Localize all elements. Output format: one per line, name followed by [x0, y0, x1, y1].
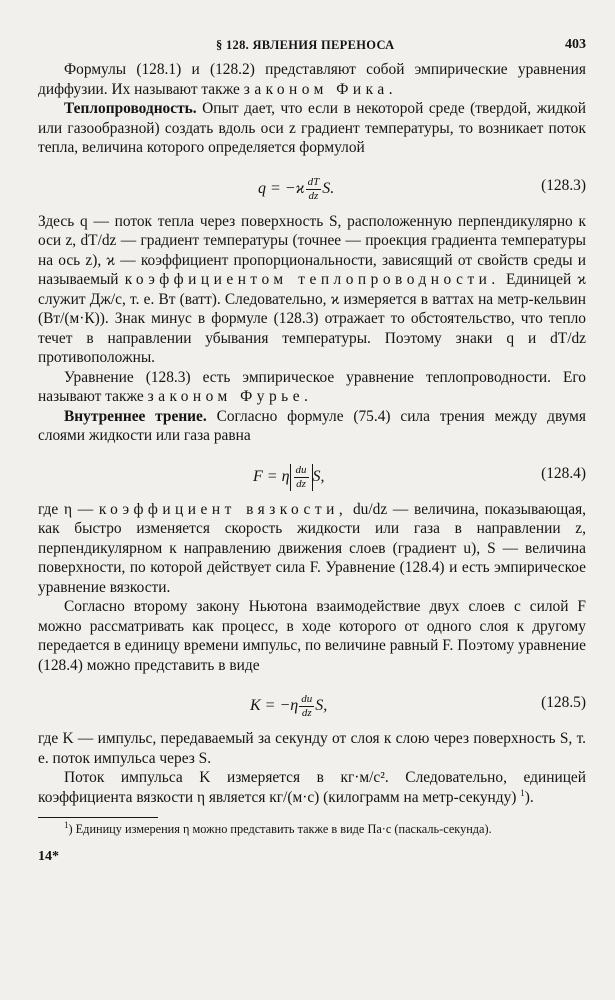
- equation-number: (128.4): [541, 464, 586, 482]
- thermal-conductivity-term: коэффициентом теплопроводности.: [124, 271, 500, 288]
- section-title: § 128. ЯВЛЕНИЯ ПЕРЕНОСА: [216, 38, 395, 52]
- paragraph-diffusion: Формулы (128.1) и (128.2) представляют собой эмпирические уравнения диффузии. Их называют также законом Фика.: [38, 61, 586, 98]
- book-page: [38, 34, 586, 865]
- footnote-ref: 1: [520, 787, 525, 798]
- paragraph-newton: Согласно второму закону Ньютона взаимодействие двух слоев с силой F можно рассматривать как процесс, в ходе которого от одного слоя к другому передается в единицу времени импульс, по величине равный F. Поэтому уравнение (128.4) можно представить в виде: [38, 598, 586, 674]
- paragraph-heat-conduction: Теплопроводность. Опыт дает, что если в некоторой среде (твердой, жидкой или газообразной) создать вдоль оси z градиент температуры, то возникает поток тепла, величина которого определяется формулой: [38, 100, 586, 156]
- equation-number: (128.5): [541, 694, 586, 711]
- viscosity-coefficient-term: коэффициент вязкости,: [98, 500, 348, 518]
- formula-128-3: q = −ϰ $\frac{dT}{dz}$ S. (128.3): [258, 175, 586, 202]
- footnote-mark: 1: [64, 819, 69, 830]
- fourier-law-term: законом Фурье.: [147, 388, 313, 405]
- running-header: [38, 34, 586, 60]
- formula-128-4: F = η $\frac{du}{dz}$ S, (128.4): [253, 463, 586, 490]
- heading-internal-friction: Внутреннее трение.: [64, 407, 207, 425]
- signature-mark: 14*: [38, 849, 59, 864]
- heading-heat-conduction: Теплопроводность.: [64, 100, 197, 117]
- formula-128-5: K = −η $\frac{du}{dz}$ S, (128.5): [250, 693, 586, 719]
- fick-law-term: законом Фика.: [243, 80, 398, 98]
- paragraph-viscosity: Внутреннее трение. Согласно формуле (75.4) сила трения между двумя слоями жидкости или газа равна: [38, 407, 586, 444]
- paragraph-heat-explanation: Здесь q — поток тепла через поверхность S, расположенную перпендикулярно к оси z, dT/dz — градиент температуры (точнее — проекция градиента температуры на ось z), ϰ — коэффициент пропорциональности, зависящий от свойств среды и называемый коэффициентом теплопроводности. Единицей ϰ служит Дж/с, т. е. Вт (ватт). Следовательно, ϰ измеряется в ваттах на метр-кельвин (Вт/(м·К)). Знак минус в формуле (128.3) отражает то обстоятельство, что тепло течет в направлении убывания температуры. Поэтому знаки q и dT/dz противоположны.: [38, 212, 586, 366]
- footnote-divider: [38, 817, 158, 818]
- paragraph-units: Поток импульса K измеряется в кг·м/с². Следовательно, единицей коэффициента вязкости η является кг/(м·с) (килограмм на метр-секунду) $^1$).: [38, 769, 586, 806]
- page-number: 403: [565, 37, 586, 52]
- paragraph-viscosity-explanation: где η — коэффициент вязкости, du/dz — величина, показывающая, как быстро изменяется скорость жидкости или газа в направлении z, перпендикулярном к направлению движения слоев (градиент u), S — величина поверхности, по которой действует сила F. Уравнение (128.4) и есть эмпирическое уравнение вязкости.: [38, 500, 586, 596]
- paragraph-fourier: Уравнение (128.3) есть эмпирическое уравнение теплопроводности. Его называют также законом Фурье.: [38, 368, 586, 405]
- equation-number: (128.3): [541, 176, 586, 194]
- footnote: $^1$) Единицу измерения η можно представить также в виде Па·с (паскаль-секунда).: [64, 819, 492, 836]
- paragraph-momentum: где K — импульс, передаваемый за секунду от слоя к слою через поверхность S, т. е. поток импульса через S.: [38, 730, 586, 767]
